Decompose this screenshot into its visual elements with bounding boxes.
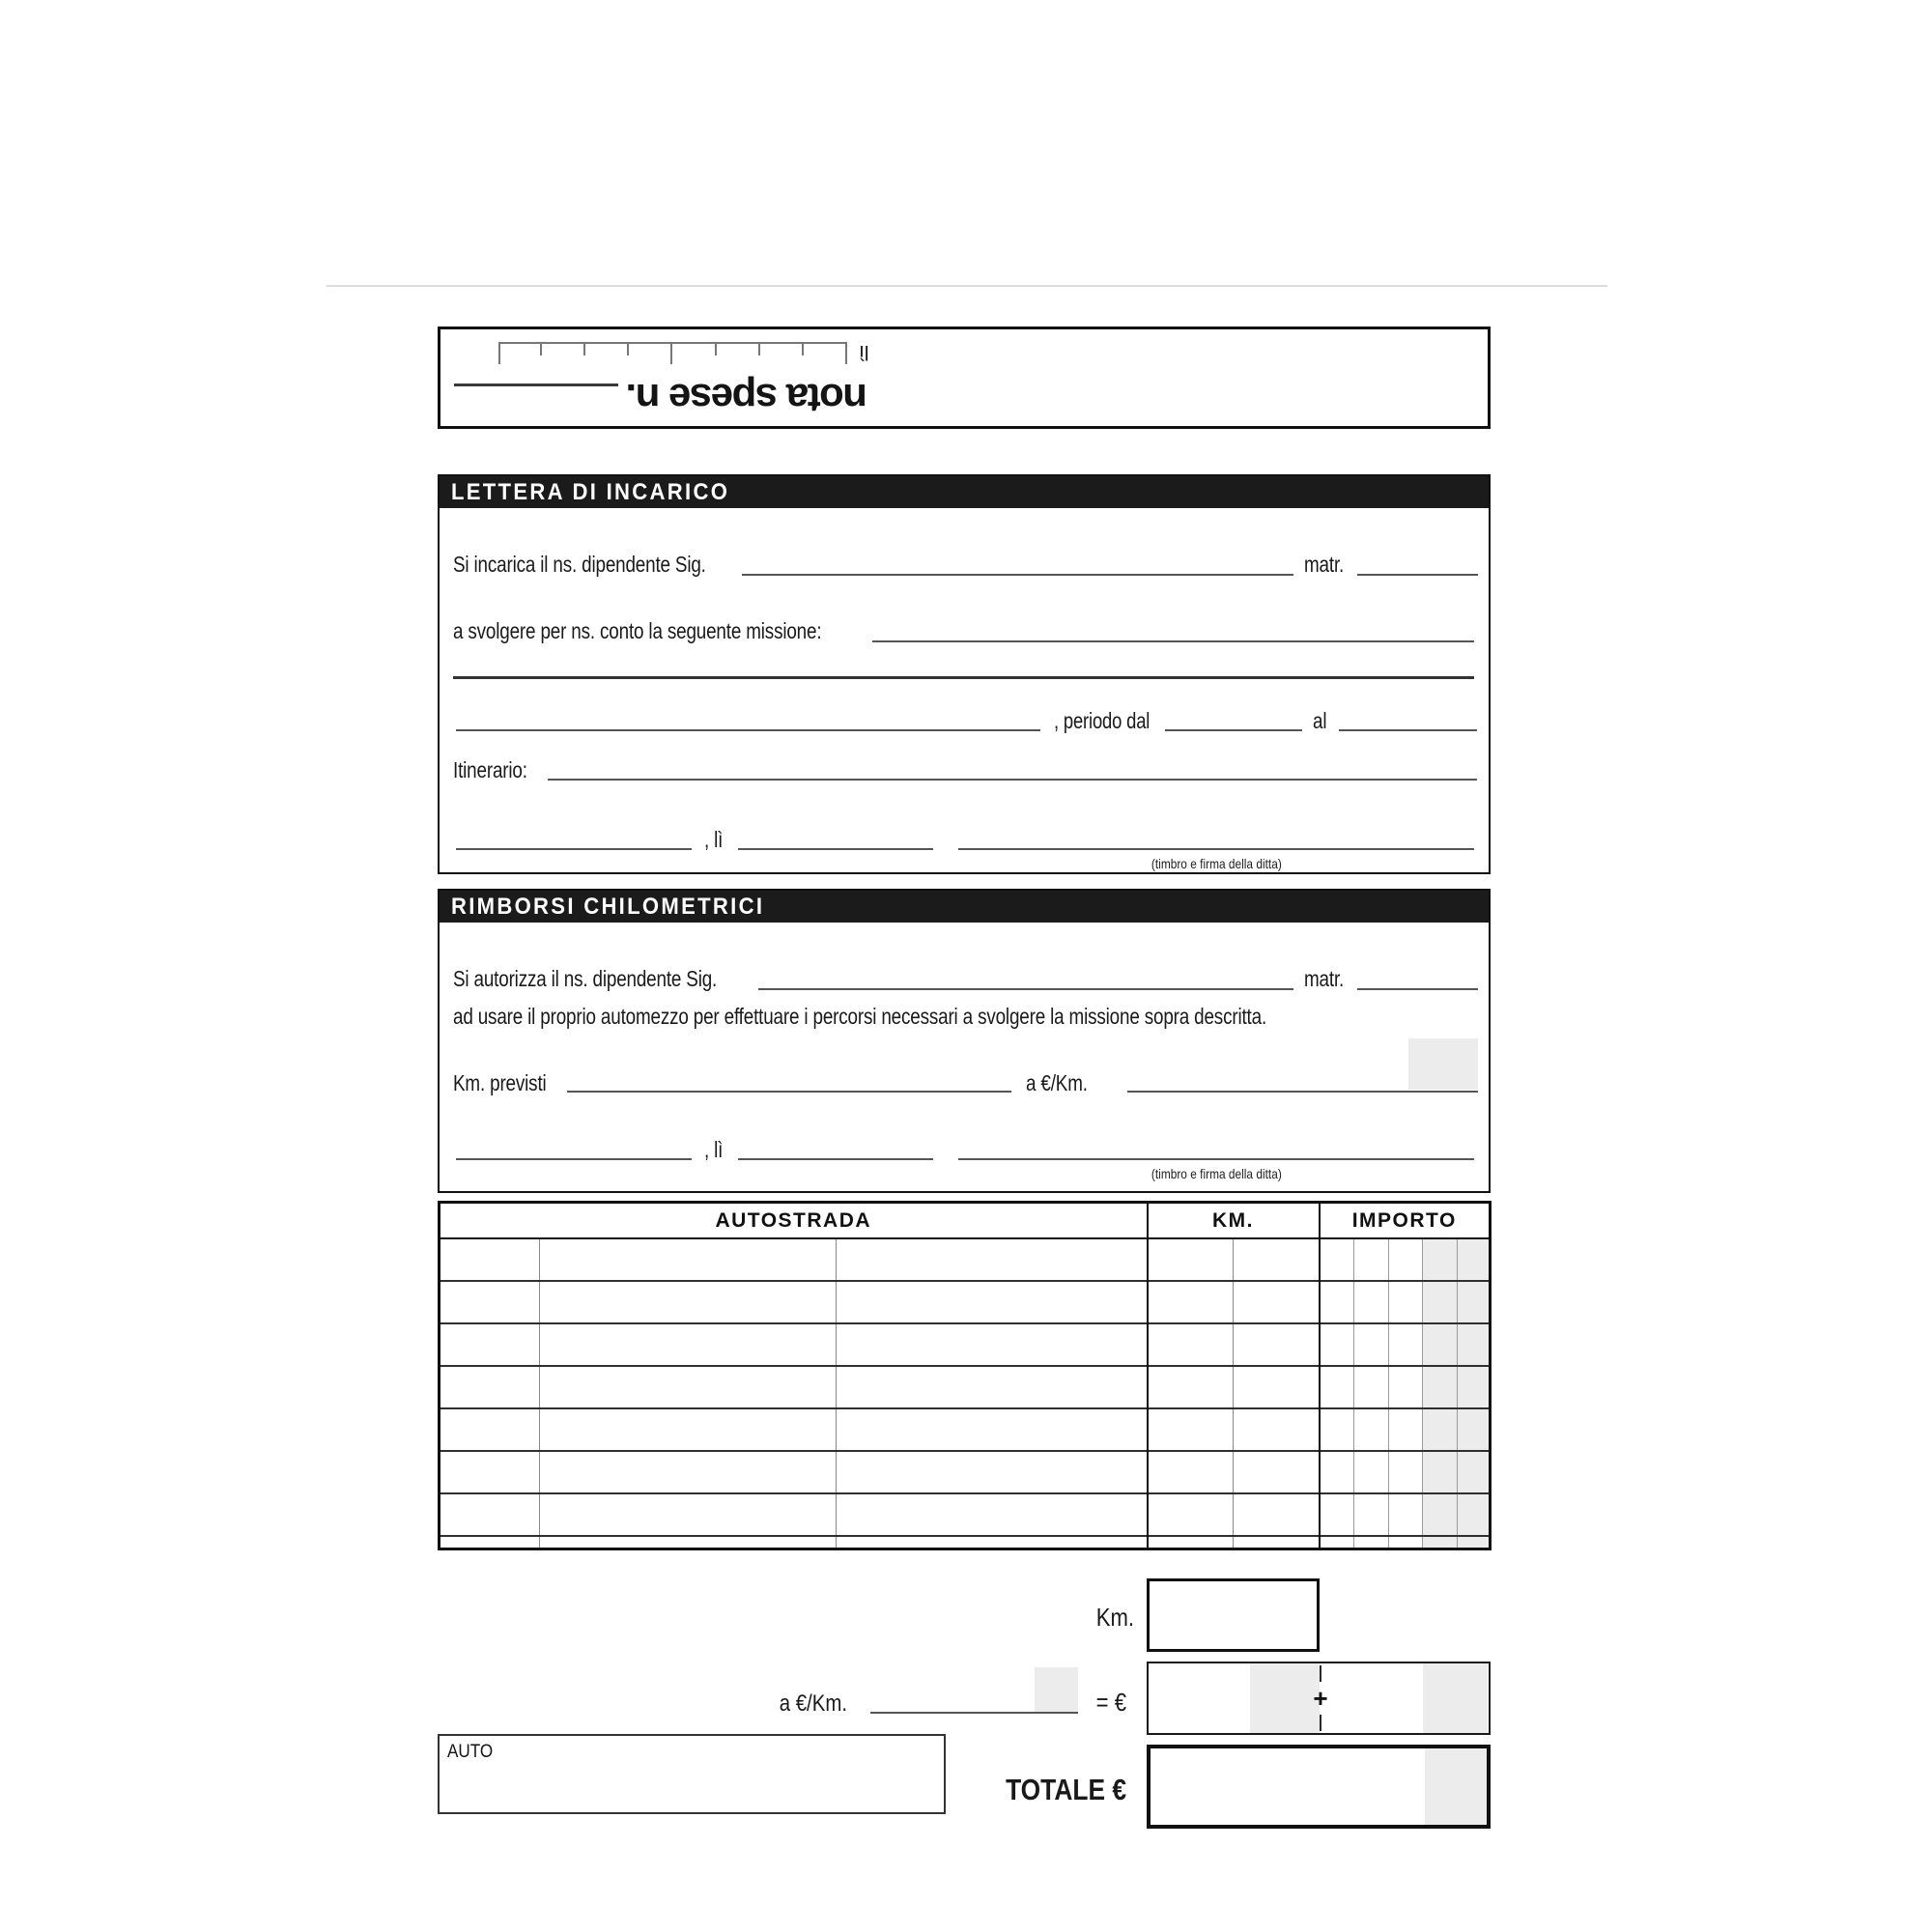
table-cell: [837, 1408, 1148, 1451]
table-cell: [540, 1238, 837, 1281]
table-cell: [1148, 1281, 1234, 1323]
table-cell: [1148, 1493, 1234, 1536]
table-cell: [1389, 1536, 1423, 1548]
table-header-row: [440, 1203, 1491, 1239]
table-cell: [1234, 1536, 1320, 1548]
table-cell: [1148, 1238, 1234, 1281]
missione-label: a svolgere per ns. conto la seguente missione:: [453, 618, 822, 643]
table-cell: [440, 1408, 540, 1451]
table-cell: [1354, 1408, 1389, 1451]
nota-spese-header-box: [438, 327, 1491, 429]
table-cell: [1234, 1493, 1320, 1536]
itinerario-line: [548, 779, 1477, 781]
rimborsi-title: RIMBORSI CHILOMETRICI: [450, 894, 765, 920]
date-line: [738, 848, 933, 850]
table-cell: [1320, 1493, 1354, 1536]
totale-label: TOTALE €: [1006, 1773, 1126, 1806]
table-cell: [1458, 1323, 1491, 1366]
ruler-tick: [498, 344, 500, 364]
table-cell: [1423, 1323, 1458, 1366]
eur-km-label: a €/Km.: [1026, 1070, 1088, 1095]
signature-line-2: [958, 1158, 1474, 1160]
table-cell: [1423, 1451, 1458, 1493]
table-cell: [440, 1493, 540, 1536]
table-cell: [1423, 1366, 1458, 1408]
table-cell: [1148, 1323, 1234, 1366]
missione-line-1: [872, 640, 1474, 642]
rimborsi-title-bar: [440, 891, 1489, 923]
table-cell: [1458, 1238, 1491, 1281]
table-cell: [540, 1366, 837, 1408]
date-line-2: [738, 1158, 933, 1160]
equals-euro-label: = €: [1095, 1688, 1126, 1717]
ruler-tick: [715, 344, 717, 355]
table-cell: [1354, 1281, 1389, 1323]
table-cell: [1354, 1493, 1389, 1536]
sum-divider-dash-bottom: [1320, 1715, 1321, 1731]
sum-divider-dash-top: [1320, 1665, 1321, 1682]
table-cell: [1234, 1451, 1320, 1493]
autostrada-table: [438, 1201, 1492, 1550]
header-km: KM.: [1148, 1203, 1320, 1239]
table-row: [440, 1451, 1491, 1493]
rimborsi-chilometrici-section: [438, 889, 1491, 1193]
missione-line-2: [453, 676, 1474, 679]
table-cell: [1234, 1366, 1320, 1408]
totale-shaded-strip: [1425, 1748, 1487, 1825]
km-previsti-line: [567, 1091, 1011, 1093]
li-label: , lì: [704, 827, 724, 852]
stamp-caption-2: [958, 1166, 1474, 1181]
date-ruler-row: [498, 342, 869, 365]
ruler-tick: [802, 344, 804, 355]
table-cell: [1148, 1451, 1234, 1493]
table-cell: [837, 1238, 1148, 1281]
matr-line: [1357, 574, 1478, 576]
table-cell: [1354, 1238, 1389, 1281]
table-cell: [1458, 1493, 1491, 1536]
table-cell: [837, 1536, 1148, 1548]
table-cell: [1458, 1451, 1491, 1493]
table-cell: [1389, 1323, 1423, 1366]
stamp-caption-text: (timbro e firma della ditta): [1151, 856, 1282, 871]
table-row: [440, 1281, 1491, 1323]
table-cell: [1458, 1366, 1491, 1408]
table-cell: [440, 1451, 540, 1493]
li-label-2: , lì: [704, 1137, 724, 1162]
table-cell: [1320, 1451, 1354, 1493]
table-cell: [1354, 1323, 1389, 1366]
table-cell: [440, 1366, 540, 1408]
dipendente-name-line-2: [758, 988, 1293, 990]
table-cell: [1458, 1408, 1491, 1451]
autorizza-label: Si autorizza il ns. dipendente Sig.: [453, 966, 718, 991]
table-cell: [1320, 1281, 1354, 1323]
table-cell: [540, 1451, 837, 1493]
table-cell: [1389, 1366, 1423, 1408]
table-cell: [1354, 1366, 1389, 1408]
eur-km-line: [1127, 1091, 1478, 1093]
header-autostrada: AUTOSTRADA: [440, 1203, 1148, 1239]
automezzo-label: ad usare il proprio automezzo per effettuare i percorsi necessari a svolgere la missione sopra descritta.: [453, 1004, 1267, 1029]
stamp-caption: [958, 856, 1474, 871]
auto-box: [438, 1734, 946, 1814]
table-row: [440, 1323, 1491, 1366]
ruler-tick: [583, 344, 585, 355]
stamp-caption-2-text: (timbro e firma della ditta): [1151, 1166, 1282, 1181]
table-cell: [1354, 1451, 1389, 1493]
table-cell: [1423, 1281, 1458, 1323]
rate-shaded-cell: [1408, 1038, 1478, 1090]
al-label: al: [1313, 708, 1327, 733]
header-importo: IMPORTO: [1320, 1203, 1491, 1239]
table-cell: [1234, 1281, 1320, 1323]
auto-label: AUTO: [447, 1742, 494, 1762]
sum-box: [1147, 1662, 1491, 1735]
matr-label-2: matr.: [1304, 966, 1345, 991]
table-cell: [1423, 1493, 1458, 1536]
signature-line: [958, 848, 1474, 850]
table-cell: [837, 1451, 1148, 1493]
table-cell: [1234, 1408, 1320, 1451]
table-cell: [540, 1281, 837, 1323]
table-cell: [440, 1323, 540, 1366]
top-divider-rule: [327, 285, 1607, 287]
li-date-label: lì: [859, 341, 869, 363]
table-cell: [1320, 1408, 1354, 1451]
table-row: [440, 1408, 1491, 1451]
eur-km-bottom-label: a €/Km.: [779, 1690, 847, 1717]
rotated-header-content: [440, 329, 1488, 426]
table-cell: [1389, 1408, 1423, 1451]
table-cell: [1423, 1536, 1458, 1548]
matr-label: matr.: [1304, 552, 1345, 577]
table-body: [440, 1238, 1491, 1548]
table-row: [440, 1536, 1491, 1548]
table-row: [440, 1493, 1491, 1536]
totale-box: [1147, 1745, 1491, 1829]
table-cell: [440, 1536, 540, 1548]
periodo-al-line: [1339, 729, 1477, 731]
ruler-tick: [627, 344, 629, 355]
table-cell: [1320, 1366, 1354, 1408]
date-ruler: [498, 342, 847, 365]
table-cell: [1423, 1238, 1458, 1281]
table-cell: [1423, 1408, 1458, 1451]
ruler-tick: [540, 344, 542, 355]
table-cell: [440, 1281, 540, 1323]
matr-line-2: [1357, 988, 1478, 990]
table-cell: [1234, 1323, 1320, 1366]
table-cell: [1389, 1238, 1423, 1281]
table-cell: [1458, 1536, 1491, 1548]
nota-spese-row: [454, 377, 867, 419]
table-cell: [1320, 1238, 1354, 1281]
table-cell: [1389, 1281, 1423, 1323]
table-cell: [540, 1493, 837, 1536]
table-cell: [837, 1323, 1148, 1366]
table-cell: [837, 1493, 1148, 1536]
missione-line-3: [456, 729, 1040, 731]
table-cell: [837, 1366, 1148, 1408]
lettera-di-incarico-section: [438, 474, 1491, 874]
lettera-title: LETTERA DI INCARICO: [450, 479, 730, 505]
table-cell: [540, 1408, 837, 1451]
dipendente-name-line: [742, 574, 1293, 576]
lettera-title-bar: [440, 476, 1489, 508]
sum-box-shaded-strip-2: [1423, 1663, 1488, 1733]
km-total-label: Km.: [1095, 1603, 1134, 1632]
table-cell: [1389, 1493, 1423, 1536]
periodo-dal-line: [1165, 729, 1302, 731]
table-cell: [540, 1323, 837, 1366]
incarica-label: Si incarica il ns. dipendente Sig.: [453, 552, 706, 577]
table-cell: [1320, 1323, 1354, 1366]
table-cell: [1148, 1536, 1234, 1548]
km-previsti-label: Km. previsti: [453, 1070, 547, 1095]
table-cell: [540, 1536, 837, 1548]
itinerario-label: Itinerario:: [453, 757, 527, 782]
table-cell: [440, 1238, 540, 1281]
sum-divider: [1309, 1663, 1332, 1733]
table-cell: [1320, 1536, 1354, 1548]
table-cell: [1458, 1281, 1491, 1323]
km-total-box: [1147, 1578, 1320, 1652]
table-cell: [1389, 1451, 1423, 1493]
table-cell: [1148, 1366, 1234, 1408]
nota-number-blank-line: [454, 384, 618, 386]
ruler-tick: [758, 344, 760, 355]
table-cell: [1148, 1408, 1234, 1451]
plus-icon: +: [1313, 1684, 1328, 1713]
table-row: [440, 1366, 1491, 1408]
table-row: [440, 1238, 1491, 1281]
nota-spese-title: nota spese n.: [627, 376, 867, 421]
place-line: [456, 848, 692, 850]
ruler-tick: [845, 344, 847, 364]
table-cell: [1234, 1238, 1320, 1281]
place-line-2: [456, 1158, 692, 1160]
table-cell: [1354, 1536, 1389, 1548]
ruler-tick: [671, 344, 673, 364]
table-cell: [837, 1281, 1148, 1323]
periodo-dal-label: , periodo dal: [1054, 708, 1151, 733]
